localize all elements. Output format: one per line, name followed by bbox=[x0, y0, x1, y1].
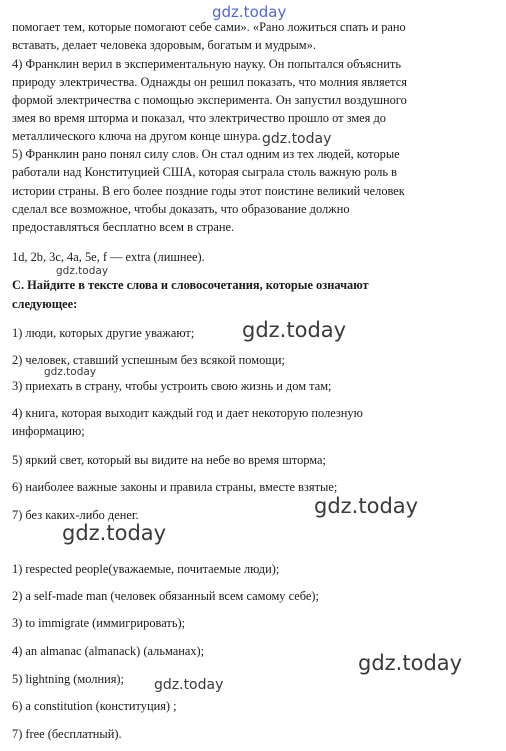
answer-item: 6) a constitution (конституция) ; bbox=[12, 699, 177, 713]
paragraph-line: работали над Конституцией США, которая сыграла столь важную роль в bbox=[12, 165, 398, 179]
answer-item: 1) respected people(уважаемые, почитаемые люди); bbox=[12, 562, 280, 576]
task-c-item: 3) приехать в страну, чтобы устроить свою жизнь и дом там; bbox=[12, 379, 332, 393]
watermark: gdz.today bbox=[62, 521, 167, 545]
watermark: gdz.today bbox=[56, 265, 109, 277]
answer-item: 5) lightning (молния); bbox=[12, 672, 124, 686]
watermark-top: gdz.today bbox=[212, 3, 287, 21]
task-c-heading: С. Найдите в тексте слова и словосочетания, которые означают bbox=[12, 278, 369, 292]
paragraph-line: природу электричества. Однажды он решил показать, что молния является bbox=[12, 75, 407, 89]
answer-item: 2) a self-made man (человек обязанный всем самому себе); bbox=[12, 589, 319, 603]
task-c-heading: следующее: bbox=[12, 297, 78, 311]
answer-item: 4) an almanac (almanack) (альманах); bbox=[12, 644, 205, 658]
paragraph-line: предоставляться бесплатно всем в стране. bbox=[12, 220, 235, 234]
task-c-item: 2) человек, ставший успешным без всякой помощи; bbox=[12, 353, 285, 367]
answer-item: 7) free (бесплатный). bbox=[12, 727, 122, 741]
task-c-item: информацию; bbox=[12, 424, 85, 438]
paragraph-line: 4) Франклин верил в экспериментальную науку. Он попытался объяснить bbox=[12, 57, 402, 71]
watermark: gdz.today bbox=[154, 677, 224, 693]
task-c-item: 1) люди, которых другие уважают; bbox=[12, 326, 195, 340]
watermark: gdz.today bbox=[242, 318, 347, 342]
paragraph-line: вставать, делает человека здоровым, богатым и мудрым». bbox=[12, 38, 316, 52]
answer-item: 3) to immigrate (иммигрировать); bbox=[12, 616, 186, 630]
task-c-item: 7) без каких-либо денег. bbox=[12, 508, 139, 522]
watermark: gdz.today bbox=[314, 494, 419, 518]
paragraph-line: 5) Франклин рано понял силу слов. Он стал одним из тех людей, которые bbox=[12, 147, 400, 161]
paragraph-line: формой электричества с помощью эксперимента. Он запустил воздушного bbox=[12, 93, 407, 107]
task-c-item: 4) книга, которая выходит каждый год и дает некоторую полезную bbox=[12, 406, 363, 420]
answer-key: 1d, 2b, 3c, 4a, 5e, f — extra (лишнее). bbox=[12, 250, 205, 264]
task-c-item: 5) яркий свет, который вы видите на небе во время шторма; bbox=[12, 453, 326, 467]
paragraph-line: змея во время шторма и показал, что электричество прошло от змея до bbox=[12, 111, 386, 125]
paragraph-line: сделал все возможное, чтобы доказать, что образование должно bbox=[12, 202, 350, 216]
paragraph-line: помогает тем, которые помогают себе сами». «Рано ложиться спать и рано bbox=[12, 20, 406, 34]
paragraph-line: истории страны. В его более поздние годы этот поистине великий человек bbox=[12, 184, 405, 198]
watermark: gdz.today bbox=[262, 131, 332, 147]
watermark: gdz.today bbox=[44, 366, 97, 378]
watermark: gdz.today bbox=[358, 651, 463, 675]
paragraph-line: металлического ключа на другом конце шнура. bbox=[12, 129, 261, 143]
task-c-item: 6) наиболее важные законы и правила страны, вместе взятые; bbox=[12, 480, 338, 494]
